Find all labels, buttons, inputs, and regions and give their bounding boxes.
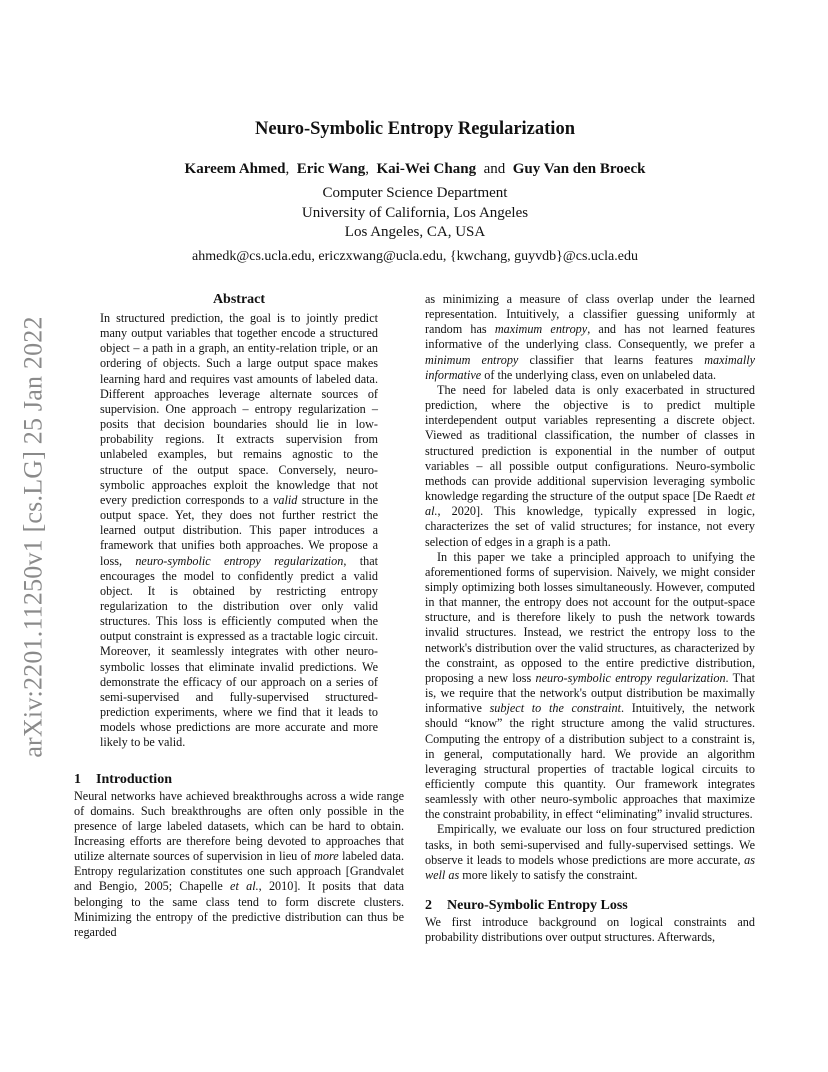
- intro-paragraph-continued: [425, 292, 755, 383]
- author-name: Kai-Wei Chang: [376, 161, 477, 177]
- section-number: 1: [74, 771, 81, 787]
- paper-title: Neuro-Symbolic Entropy Regularization: [255, 119, 575, 139]
- text-run: , and has not learned features informative of the underlying class. Consequently, we prefer a: [425, 322, 755, 352]
- emphasis: maximum entropy: [494, 322, 588, 337]
- author-emails: ahmedk@cs.ucla.edu, ericzxwang@ucla.edu, {kwchang, guyvdb}@cs.ucla.edu: [192, 248, 638, 264]
- text-run: Neural networks have achieved breakthroughs across a wide range of domains. Such breakthroughs are often only possible in the presence of large labeled datasets, which can be hard to obtain. Increasing efforts are therefore being devoted to approaches that utilize alternate sources of supervision in lieu of: [74, 788, 404, 864]
- text-run: , that encourages the model to confidently predict a valid object. It is obtained by restricting entropy regularization to the distribution over only valid structures. This loss is efficiently computed when the output constraint is expressed as a tractable logic circuit. Moreover, it seamlessly integrates with other neuro-symbolic losses that eliminate invalid predictions. We demonstrate the efficacy of our approach on a series of semi-supervised and fully-supervised structured-prediction experiments, where we find that it leads to models whose predictions are more accurate and more likely to be valid.: [100, 553, 379, 750]
- emphasis: subject to the constraint: [489, 701, 621, 716]
- author-separator: ,: [365, 161, 369, 177]
- affiliation: [70, 184, 760, 243]
- intro-paragraph: [425, 383, 755, 550]
- emphasis: neuro-symbolic entropy regularization: [135, 553, 344, 568]
- text-run: In this paper we take a principled approach to unifying the aforementioned forms of supervision. Naively, we might consider simply optimizing both losses simultaneously. However, computed in that manner, the entropy does not account for the output-space structure, and is therefore likely to push the network towards invalid structures. Instead, we restrict the entropy loss to the network's distribution over the valid structures, as characterized by the constraint, as opposed to the entire predictive distribution, proposing a new loss: [425, 549, 755, 685]
- emphasis: et al.: [230, 879, 259, 894]
- affiliation-location: Los Angeles, CA, USA: [344, 224, 486, 240]
- text-run: . Intuitively, the network should “know” the right structure among the valid structures. Computing the entropy of a distribution subject to a constraint is, in general, computationally hard. We provide an algorithm leveraging structural properties of tractable logical circuits to efficiently compute this quantity. Our framework integrates seamlessly with other neuro-symbolic approaches that maximize the constraint probability, in effect “eliminating” invalid structures.: [425, 701, 755, 822]
- emphasis: valid: [272, 492, 298, 507]
- author-name: Kareem Ahmed: [184, 161, 286, 177]
- text-run: Empirically, we evaluate our loss on four structured prediction tasks, in both semi-supervised and fully-supervised settings. We observe it leads to models whose predictions are more accurate,: [425, 822, 755, 867]
- author-name: Guy Van den Broeck: [512, 161, 646, 177]
- abstract-heading: Abstract: [212, 292, 266, 307]
- text-run: of the underlying class, even on unlabeled data.: [481, 367, 717, 382]
- abstract-text: [74, 311, 404, 751]
- author-list: [70, 159, 760, 179]
- text-run: structure in the output space. Yet, they does not further restrict the learned output distribution. This paper introduces a framework that unifies both approaches. We propose a loss,: [100, 492, 378, 568]
- text-run: labeled data. Entropy regularization constitutes one such approach [Grandvalet and Bengio, 2005; Chapelle: [74, 849, 404, 894]
- author-separator: ,: [285, 161, 290, 177]
- section-number: 2: [425, 898, 432, 914]
- intro-paragraph: [74, 789, 404, 941]
- section2-paragraph: We first introduce background on logical constraints and probability distributions over output structures. Afterwards,: [425, 915, 755, 945]
- text-run: In structured prediction, the goal is to jointly predict many output variables that together encode a structured object – a path in a graph, an entity-relation triple, or an ordering of objects. Such a large output space makes learning hard and requires vast amounts of labeled data. Different approaches leverage alternate sources of supervision. One approach – entropy regularization – posits that decision boundaries should lie in low-probability regions. It extracts supervision from unlabeled examples, but remains agnostic to the structure of the output space. Conversely, neuro-symbolic approaches exploit the knowledge that not every prediction corresponds to a: [100, 311, 378, 507]
- author-conjunction: and: [483, 161, 506, 177]
- emphasis: as well as: [425, 852, 755, 882]
- text-run: classifier that learns features: [518, 352, 705, 367]
- emphasis: maximally informative: [425, 352, 756, 382]
- affiliation-university: University of California, Los Angeles: [301, 204, 529, 221]
- emphasis: more: [314, 849, 339, 864]
- text-run: more likely to satisfy the constraint.: [459, 867, 638, 882]
- text-run: as minimizing a measure of class overlap under the learned representation. Intuitively, a classifier guessing uniformly at random has: [425, 292, 755, 337]
- intro-paragraph: [425, 822, 755, 883]
- emphasis: neuro-symbolic entropy regularization: [535, 670, 726, 685]
- text-run: , 2020]. This knowledge, typically expressed in logic, characterizes the set of valid structures; for instance, not every selection of edges in a graph is a path.: [425, 504, 755, 549]
- text-run: . That is, we require that the network's output distribution be maximally informative: [425, 670, 755, 716]
- right-column: [425, 292, 755, 945]
- arxiv-identifier: arXiv:2201.11250v1 [cs.LG] 25 Jan 2022: [19, 316, 49, 758]
- left-column: [74, 292, 404, 940]
- emphasis: minimum entropy: [425, 352, 519, 367]
- arxiv-sidebar-stamp: [12, 282, 56, 792]
- section-title: Introduction: [96, 771, 172, 787]
- emphasis: et al.: [425, 489, 755, 519]
- paper-header: [70, 116, 760, 267]
- section-title: Neuro-Symbolic Entropy Loss: [447, 898, 628, 914]
- text-run: The need for labeled data is only exacerbated in structured prediction, where the objective is to predict multiple interdependent output variables representing a discrete object. Viewed as traditional classification, the number of classes in structured prediction is exponential in the number of output variables – all possible output configurations. Neuro-symbolic methods can provide additional supervision leveraging symbolic knowledge regarding the structure of the output space [De Raedt: [425, 382, 755, 504]
- text-run: , 2010]. It posits that data belonging to the same class tend to form discrete clusters. Minimizing the entropy of the predictive distribution can thus be regarded: [74, 879, 404, 939]
- section-heading-introduction: [74, 771, 404, 789]
- affiliation-department: Computer Science Department: [322, 185, 508, 201]
- author-name: Eric Wang: [296, 161, 366, 177]
- section-heading-neuro-symbolic-entropy-loss: [425, 897, 755, 915]
- intro-paragraph: [425, 550, 755, 823]
